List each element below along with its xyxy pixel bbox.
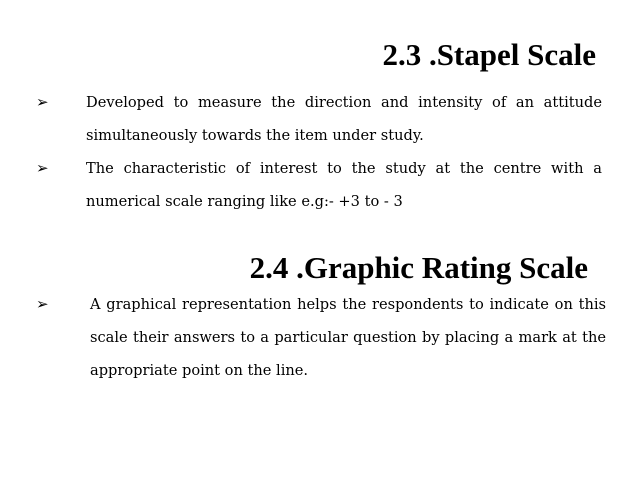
arrow-bullet-icon: ➢ — [36, 159, 49, 177]
bullet-item — [36, 152, 602, 218]
section-title-graphic-rating-scale: 2.4 .Graphic Rating Scale — [249, 250, 588, 285]
bullet-item — [36, 86, 602, 152]
arrow-bullet-icon: ➢ — [36, 93, 49, 111]
bullet-item — [36, 288, 606, 387]
section-title-stapel-scale: 2.3 .Stapel Scale — [382, 37, 596, 72]
arrow-bullet-icon: ➢ — [36, 295, 49, 313]
bullet-text: A graphical representation helps the respondents to indicate on this scale their answers to a particular question by placing a mark at the appropriate point on the line. — [90, 296, 606, 379]
bullet-text: Developed to measure the direction and intensity of an attitude simultaneously towards the item under study. — [86, 94, 602, 144]
bullet-text: The characteristic of interest to the study at the centre with a numerical scale ranging like e.g:- +3 to - 3 — [86, 160, 602, 210]
